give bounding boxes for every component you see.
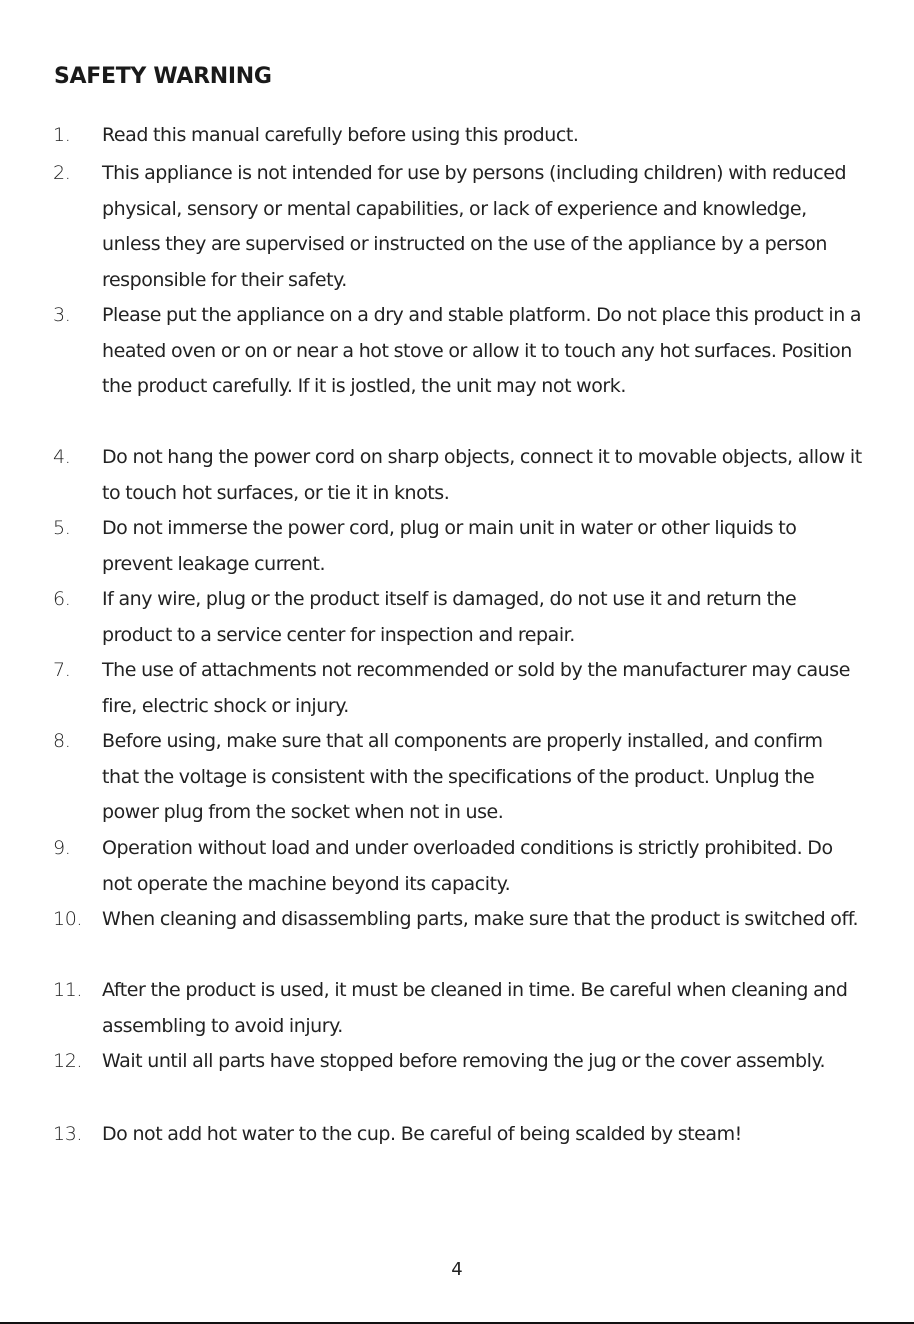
item-number: 8.: [53, 730, 71, 752]
item-text: Read this manual carefully before using this product.: [102, 124, 579, 146]
item-number: 11.: [53, 979, 83, 1001]
item-text: After the product is used, it must be cleaned in time. Be careful when cleaning and assembling to avoid injury.: [102, 979, 848, 1037]
item-number: 7.: [53, 659, 71, 681]
item-number: 6.: [53, 588, 71, 610]
item-text: The use of attachments not recommended or sold by the manufacturer may cause fire, electric shock or injury.: [102, 659, 850, 717]
item-text: Do not hang the power cord on sharp objects, connect it to movable objects, allow it to touch hot surfaces, or tie it in knots.: [102, 446, 862, 504]
item-text: Before using, make sure that all components are properly installed, and confirm that the voltage is consistent with the specifications of the product. Unplug the power plug from the socket when not in use.: [102, 730, 823, 823]
item-text: Wait until all parts have stopped before removing the jug or the cover assembly.: [102, 1050, 826, 1072]
item-text: Do not add hot water to the cup. Be careful of being scalded by steam!: [102, 1123, 742, 1145]
item-number: 9.: [53, 837, 71, 859]
page-number: 4: [451, 1259, 463, 1280]
item-number: 12.: [53, 1050, 83, 1072]
item-number: 5.: [53, 517, 71, 539]
item-number: 4.: [53, 446, 71, 468]
item-number: 1.: [53, 124, 71, 146]
page-title: SAFETY WARNING: [54, 64, 272, 89]
item-text: When cleaning and disassembling parts, make sure that the product is switched off.: [102, 908, 859, 930]
item-number: 2.: [53, 162, 71, 184]
item-number: 10.: [53, 908, 83, 930]
item-text: Please put the appliance on a dry and stable platform. Do not place this product in a heated oven or on or near a hot stove or allow it to touch any hot surfaces. Position the product carefully. If it is jostled, the unit may not work.: [102, 304, 862, 397]
item-number: 13.: [53, 1123, 83, 1145]
item-text: Do not immerse the power cord, plug or main unit in water or other liquids to prevent leakage current.: [102, 517, 797, 575]
item-text: If any wire, plug or the product itself is damaged, do not use it and return the product to a service center for inspection and repair.: [102, 588, 797, 646]
item-text: This appliance is not intended for use by persons (including children) with reduced physical, sensory or mental capabilities, or lack of experience and knowledge, unless they are supervised or instructed on the use of the appliance by a person responsible for their safety.: [102, 162, 847, 291]
item-number: 3.: [53, 304, 71, 326]
item-text: Operation without load and under overloaded conditions is strictly prohibited. Do not operate the machine beyond its capacity.: [102, 837, 833, 895]
